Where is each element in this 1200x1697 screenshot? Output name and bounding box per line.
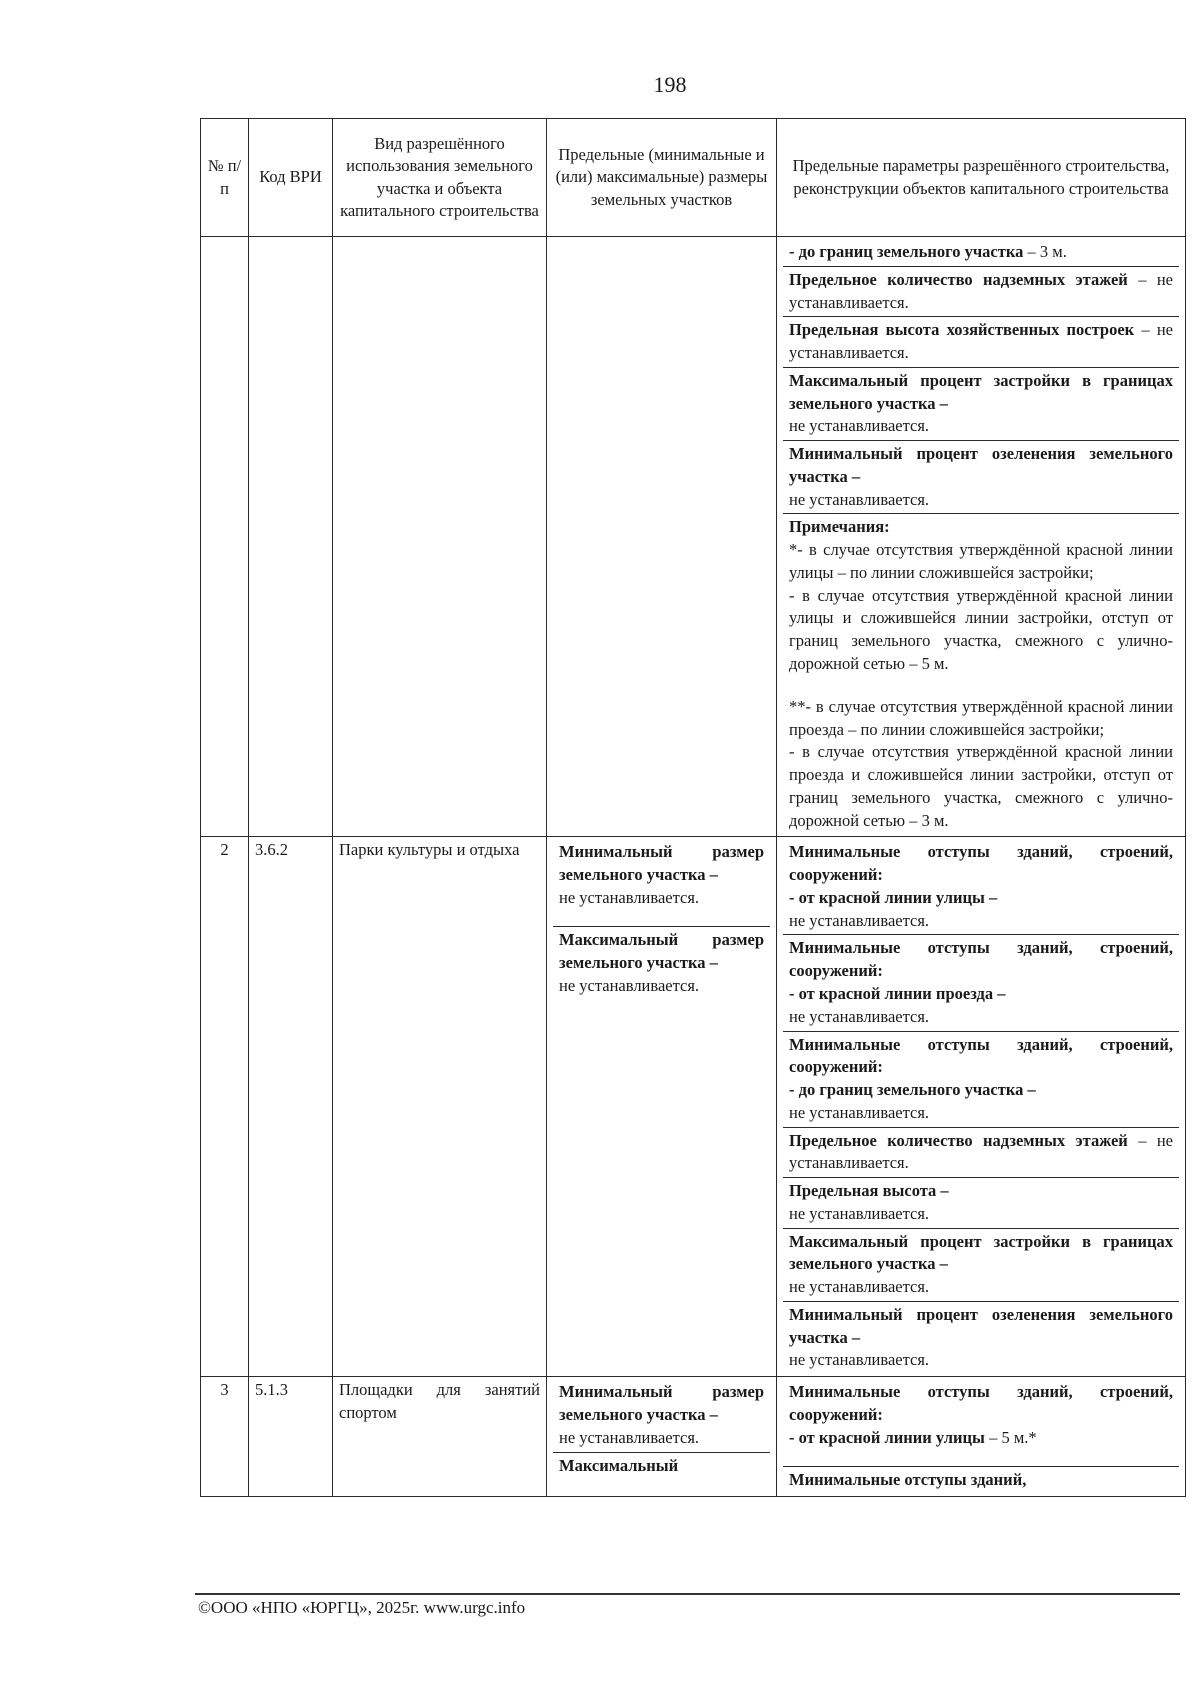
regulations-table bbox=[200, 118, 1185, 1497]
note-text: *- в случае отсутствия утверждённой красной линии улицы – по линии сложившейся застройки; bbox=[789, 540, 1173, 582]
param-value: не устанавливается. bbox=[789, 1006, 930, 1026]
row2-number: 2 bbox=[201, 837, 249, 1377]
row3-number: 3 bbox=[201, 1377, 249, 1497]
param-text: Минимальные отступы зданий, строений, сооружений: bbox=[789, 842, 1173, 885]
page-number: 198 bbox=[653, 72, 687, 97]
param-text: Предельное количество надземных этажей bbox=[789, 269, 1128, 289]
note-text: - в случае отсутствия утверждённой красной линии проезда и сложившейся линии застройки, отступ от границ земельного участка, смежного с улично-дорожной сетью – 3 м. bbox=[789, 742, 1173, 830]
param-text: Максимальный процент застройки в границах земельного участка – bbox=[789, 1231, 1173, 1274]
row3-params-cell bbox=[777, 1377, 1186, 1497]
param-value: не устанавливается. bbox=[789, 416, 930, 436]
param-text: Минимальные отступы зданий, bbox=[789, 1470, 1027, 1490]
note-text: - в случае отсутствия утверждённой красной линии улицы и сложившейся линии застройки, отступ от границ земельного участка, смежного с улично-дорожной сетью – 5 м. bbox=[789, 585, 1173, 674]
footer-divider bbox=[195, 1593, 1180, 1595]
param-text: Предельная высота – bbox=[789, 1181, 949, 1201]
notes-block bbox=[783, 513, 1179, 834]
param-value: не устанавливается. bbox=[789, 1350, 930, 1370]
size-value: не устанавливается. bbox=[559, 975, 700, 995]
param-value: не устанавливается. bbox=[789, 489, 930, 509]
notes-title: Примечания: bbox=[789, 517, 890, 537]
size-text: Минимальный размер земельного участка – bbox=[559, 842, 764, 885]
note-text: **- в случае отсутствия утверждённой красной линии проезда – по линии сложившейся застройки; bbox=[789, 696, 1173, 739]
size-text: Минимальный размер земельного участка – bbox=[559, 1382, 764, 1424]
param-text: Минимальный процент озеленения земельного участка – bbox=[789, 444, 1173, 486]
row3-code: 5.1.3 bbox=[249, 1377, 333, 1497]
param-value: – 3 м. bbox=[1023, 242, 1067, 261]
param-text: Предельное количество надземных этажей bbox=[789, 1130, 1128, 1150]
row2-name: Парки культуры и отдыха bbox=[333, 837, 547, 1377]
table-row bbox=[201, 237, 1186, 837]
param-text: Минимальные отступы зданий, строений, сооружений: bbox=[789, 938, 1173, 981]
param-value: – не устанавливается. bbox=[789, 269, 1173, 312]
size-value: не устанавливается. bbox=[559, 1427, 700, 1447]
param-text: - от красной линии проезда – bbox=[789, 983, 1006, 1003]
row3-name: Площадки для занятий спортом bbox=[333, 1377, 547, 1497]
param-text: Максимальный процент застройки в границах земельного участка – bbox=[789, 370, 1173, 413]
row1-code-cell bbox=[249, 237, 333, 837]
param-text: - от красной линии улицы – bbox=[789, 887, 998, 907]
param-text: - до границ земельного участка – bbox=[789, 1080, 1036, 1100]
param-value: не устанавливается. bbox=[789, 1102, 930, 1122]
param-text: Минимальный процент озеленения земельного участка – bbox=[789, 1304, 1173, 1347]
header-code: Код ВРИ bbox=[249, 119, 333, 237]
param-value: не устанавливается. bbox=[789, 1203, 930, 1223]
row1-number-cell bbox=[201, 237, 249, 837]
row2-params-cell bbox=[777, 837, 1186, 1377]
size-value: не устанавливается. bbox=[559, 887, 700, 907]
param-value: не устанавливается. bbox=[789, 910, 930, 930]
table-row bbox=[201, 1377, 1186, 1497]
param-value: – не устанавливается. bbox=[789, 1130, 1173, 1173]
row1-name-cell bbox=[333, 237, 547, 837]
param-value: – не устанавливается. bbox=[789, 320, 1174, 363]
param-value: не устанавливается. bbox=[789, 1277, 930, 1297]
row1-size-cell bbox=[547, 237, 777, 837]
header-parameters: Предельные параметры разрешённого строительства, реконструкции объектов капитального строительства bbox=[777, 119, 1186, 237]
header-use-type: Вид разрешённого использования земельного участка и объекта капитального строительства bbox=[333, 119, 547, 237]
row2-size-cell bbox=[547, 837, 777, 1377]
row3-size-cell bbox=[547, 1377, 777, 1497]
table-row bbox=[201, 837, 1186, 1377]
param-text: Минимальные отступы зданий, строений, сооружений: bbox=[789, 1034, 1173, 1077]
param-text: - до границ земельного участка bbox=[789, 242, 1024, 261]
size-text: Максимальный размер земельного участка – bbox=[559, 930, 764, 973]
header-number: № п/п bbox=[201, 119, 249, 237]
row2-code: 3.6.2 bbox=[249, 837, 333, 1377]
footer-copyright: ©ООО «НПО «ЮРГЦ», 2025г. www.urgc.info bbox=[198, 1598, 526, 1617]
param-text: Предельная высота хозяйственных построек bbox=[789, 320, 1135, 340]
size-text: Максимальный bbox=[559, 1455, 679, 1475]
row1-params-cell bbox=[777, 237, 1186, 837]
param-value: – 5 м.* bbox=[984, 1427, 1037, 1447]
table-header-row bbox=[201, 119, 1186, 237]
header-plot-sizes: Предельные (минимальные и (или) максимальные) размеры земельных участков bbox=[547, 119, 777, 237]
param-text: Минимальные отступы зданий, строений, сооружений: bbox=[789, 1382, 1173, 1424]
param-text: - от красной линии улицы bbox=[789, 1427, 985, 1447]
